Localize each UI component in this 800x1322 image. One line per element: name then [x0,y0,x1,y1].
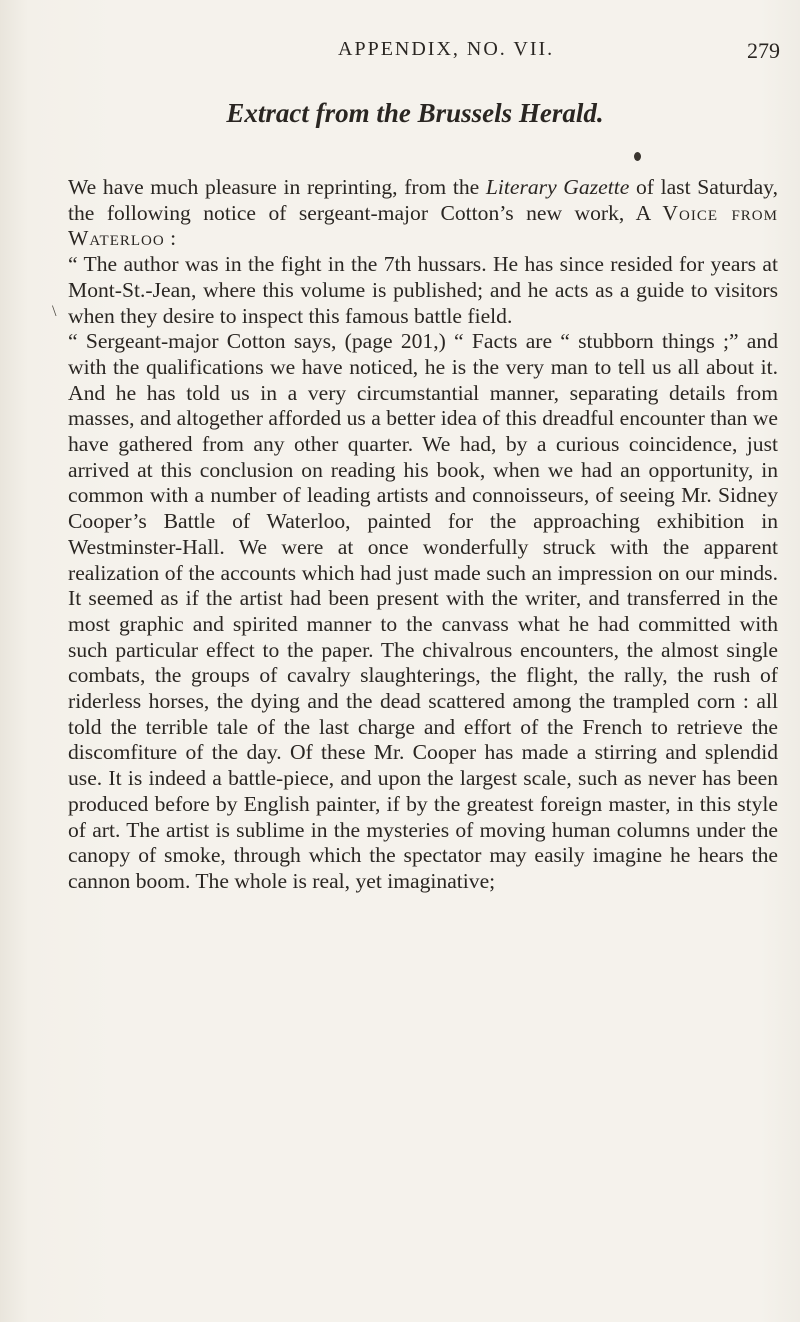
paragraph [68,175,778,252]
page-number: 279 [747,38,780,63]
body-text [68,175,778,895]
text-segment: Literary Gazette [485,175,630,199]
text-segment: of last Saturday, the following notice of sergeant-major Cotton’s new work, A [68,175,778,225]
text-segment: “ The author was in the fight in the 7th hussars. He has since resided for years at Mont-St.-Jean, where this volume is published; and he acts as a guide to visitors when they desire to inspect this famous battle field. [68,252,778,328]
ornament-dot [634,152,641,161]
paragraph [68,252,778,329]
section-heading: Extract from the Brussels Herald. [226,98,604,128]
text-segment: We have much pleasure in reprinting, from the [68,175,486,199]
text-segment: “ Sergeant-major Cotton says, (page 201,) “ Facts are “ stubborn things ;” and with the qualifications we have noticed, he is the very man to tell us all about it. And he has told us in a very circumstantial manner, separating details from masses, and altogether afforded us a better idea of this dreadful encounter than we have gathered from any other quarter. We had, by a curious coincidence, just arrived at this conclusion on reading his book, when we had an opportunity, in common with a number of leading artists and connoisseurs, of seeing Mr. Sidney Cooper’s Battle of Waterloo, painted for the approaching exhibition in Westminster-Hall. We were at once wonderfully struck with the apparent realization of the accounts which had just made such an impression on our minds. It seemed as if the artist had been present with the writer, and transferred in the most graphic and spirited manner to the canvass what he had committed with such particular effect to the paper. The chivalrous encounters, the almost single combats, the groups of cavalry slaughterings, the flight, the rally, the rush of riderless horses, the dying and the dead scattered among the trampled corn : all told the terrible tale of the last charge and effort of the French to retrieve the discomfiture of the day. Of these Mr. Cooper has made a stirring and splendid use. It is indeed a battle-piece, and upon the largest scale, such as never has been produced before by English painter, if by the greatest foreign master, in this style of art. The artist is sublime in the mysteries of moving human columns under the canopy of smoke, through which the spectator may easily imagine he hears the cannon boom. The whole is real, yet imaginative; [68,329,778,893]
running-head [300,38,780,68]
text-segment: : [164,226,177,251]
paragraph [68,329,778,894]
running-head-title: APPENDIX, NO. VII. [338,38,555,60]
margin-mark: \ [52,303,57,320]
text-segment: Voice from Waterloo [68,200,778,251]
